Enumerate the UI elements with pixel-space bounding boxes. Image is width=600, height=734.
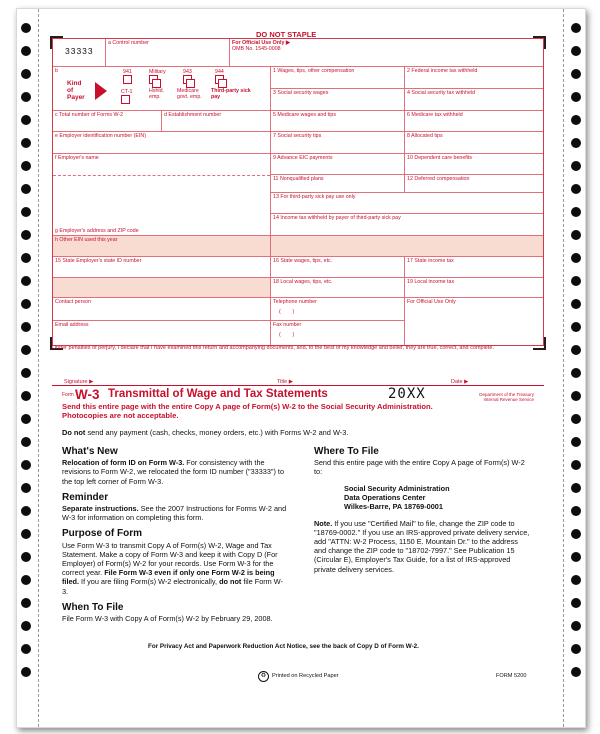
- official-use-box: [230, 39, 543, 67]
- purpose-text-2: If you are filing Form(s) W-2 electronically,: [79, 577, 220, 587]
- ein-field[interactable]: [53, 132, 271, 154]
- kind-of-payer-box: [53, 67, 271, 111]
- official-use-2-label: For Official Use Only: [407, 299, 456, 305]
- right-column: [314, 447, 532, 581]
- payer-941: [123, 69, 132, 86]
- note-para: [314, 519, 532, 574]
- state-label: 15 State Employer's state ID number: [55, 258, 142, 264]
- ssa-address: [344, 484, 532, 511]
- no-payment-text: send any payment (cash, checks, money orders, etc.) with Forms W-2 and W-3.: [85, 428, 349, 437]
- box-6-label: 6 Medicare tax withheld: [407, 112, 463, 118]
- reminder-para: [62, 504, 288, 522]
- box-3-label: 3 Social security wages: [273, 90, 329, 96]
- label-thirdparty: Third-party sick pay: [211, 88, 251, 100]
- w3-form-grid: [52, 38, 544, 346]
- box-2[interactable]: [405, 67, 543, 89]
- whats-new-text: For consistency with the revisions to Form W-2, we relocated the form ID number ("33333") to the top left corner of Form W-3.: [62, 458, 285, 486]
- send-instructions: [62, 402, 532, 420]
- signature-line: [52, 385, 544, 386]
- box-18[interactable]: [271, 278, 405, 298]
- payer-medicare: [177, 89, 211, 100]
- reminder-text: See the 2007 Instructions for Forms W-2 and W-3 for information on completing this form.: [62, 504, 287, 523]
- payer-word: Payer: [67, 94, 85, 101]
- purpose-bold: File Form W-3 even if only one Form W-2 is being filed.: [62, 568, 275, 587]
- where-heading: Where To File: [314, 446, 379, 457]
- left-column: [62, 447, 288, 630]
- whats-new-heading: What's New: [62, 446, 118, 457]
- photocopies-line: Photocopies are not acceptable.: [62, 411, 179, 420]
- signature-label[interactable]: Signature ▶: [64, 379, 94, 385]
- note-bold: Note.: [314, 518, 333, 528]
- of-word: of: [67, 87, 74, 94]
- left-perforation: [38, 9, 39, 727]
- box-5[interactable]: [271, 111, 405, 132]
- label-941: 941: [123, 69, 132, 75]
- control-number-label: a Control number: [108, 40, 149, 46]
- box-3[interactable]: [271, 89, 405, 111]
- payer-ct1: [121, 89, 132, 106]
- when-heading: When To File: [62, 601, 124, 613]
- label-943: 943: [183, 69, 192, 75]
- box-17-label: 17 State income tax: [407, 258, 454, 264]
- checkbox-ct1[interactable]: [121, 95, 130, 104]
- checkbox-hshld[interactable]: [152, 79, 161, 88]
- f-label: f Employer's name: [55, 155, 99, 161]
- purpose-text-1: Use Form W-3 to transmit Copy A of Form(s) W-2, Wage and Tax Statement. Make a copy of Form W-3 and keep it with Copy D (For Employer) of Form(s) W-2 for your records. Use Form W-3 for the correct year.: [62, 540, 278, 578]
- omb-number: OMB No. 1545-0008: [232, 46, 281, 52]
- fax-label: Fax number: [273, 322, 302, 328]
- box-9[interactable]: [271, 154, 405, 175]
- whats-new-bold: Relocation of form ID on Form W-3.: [62, 458, 185, 468]
- email-field[interactable]: [53, 321, 271, 345]
- shaded-state-area: [53, 278, 271, 298]
- label-hshld: Hshld. emp.: [149, 88, 165, 100]
- box-1[interactable]: [271, 67, 405, 89]
- shaded-area: [271, 236, 543, 257]
- payer-thirdparty: [211, 89, 251, 100]
- checkbox-medicare[interactable]: [186, 79, 195, 88]
- label-medicare: Medicare govt. emp.: [177, 88, 202, 100]
- b-label: b: [55, 68, 58, 74]
- left-tractor-holes: [17, 23, 35, 677]
- box-16-label: 16 State wages, tips, etc.: [273, 258, 333, 264]
- employer-name-address-field[interactable]: [53, 154, 271, 236]
- box-5-label: 5 Medicare wages and tips: [273, 112, 337, 118]
- box-7[interactable]: [271, 132, 405, 154]
- purpose-text-3: file Form W-3.: [62, 577, 283, 596]
- note-text: If you use "Certified Mail" to file, change the ZIP code to "18769-0002." If you use an IRS-approved private delivery service, add "ATTN: W-2 Process, 1150 E. Mountain Dr." to the address and change the ZIP code to "18702-7997." See Publication 15 (Circular E), Employer's Tax Guide, for a list of IRS-approved private delivery services.: [314, 518, 530, 574]
- box-13[interactable]: [271, 193, 543, 214]
- box-19-label: 19 Local income tax: [407, 279, 455, 285]
- right-perforation: [563, 9, 564, 727]
- dashed-divider: [53, 175, 270, 176]
- box-19[interactable]: [405, 278, 543, 298]
- purpose-heading: Purpose of Form: [62, 528, 143, 540]
- box-12-label: 12 Deferred compensation: [407, 176, 470, 182]
- box-14[interactable]: [271, 214, 543, 236]
- c-label: c Total number of Forms W-2: [55, 112, 124, 118]
- right-tractor-holes: [567, 23, 585, 677]
- g-label: g Employer's address and ZIP code: [55, 228, 139, 234]
- arrow-icon: [95, 82, 107, 100]
- address-line-2: Data Operations Center: [344, 492, 426, 502]
- box-10-label: 10 Dependent care benefits: [407, 155, 473, 161]
- checkbox-thirdparty[interactable]: [218, 79, 227, 88]
- payer-hshld: [149, 89, 171, 100]
- form-word: Form: [62, 392, 74, 398]
- box-2-label: 2 Federal income tax withheld: [407, 68, 478, 74]
- contact-label: Contact person: [55, 299, 91, 305]
- box-8-label: 8 Allocated tips: [407, 133, 443, 139]
- box-18-label: 18 Local wages, tips, etc.: [273, 279, 333, 285]
- dept-label: Department of the Treasury: [479, 392, 534, 397]
- do-not-word: Do not: [62, 428, 86, 437]
- box-4-label: 4 Social security tax withheld: [407, 90, 476, 96]
- form-year: 20XX: [388, 386, 426, 402]
- box-10[interactable]: [405, 154, 543, 175]
- control-id-box: [53, 39, 106, 67]
- form-number: FORM 5200: [496, 673, 527, 679]
- form-id: W-3: [75, 387, 100, 402]
- title-label[interactable]: Title ▶: [277, 379, 293, 385]
- address-line-1: Social Security Administration: [344, 483, 450, 493]
- email-label: Email address: [55, 322, 89, 328]
- box-13-label: 13 For third-party sick pay use only: [273, 194, 356, 200]
- official-use-label: For Official Use Only ▶: [232, 40, 290, 46]
- purpose-para: [62, 541, 288, 596]
- privacy-notice: For Privacy Act and Paperwork Reduction Act Notice, see the back of Copy D of Form W-2.: [148, 643, 419, 650]
- state-field[interactable]: [53, 257, 271, 278]
- perjury-statement: Under penalties of perjury, I declare that I have examined this return and accompanying documents, and, to the best of my knowledge and belief, they are true, correct, and complete.: [52, 345, 494, 351]
- other-ein-field[interactable]: [53, 236, 271, 257]
- reminder-bold: Separate instructions.: [62, 504, 139, 514]
- reminder-heading: Reminder: [62, 491, 109, 503]
- box-8[interactable]: [405, 132, 543, 154]
- telephone-field[interactable]: Telephone number ( ): [271, 298, 405, 321]
- box-4[interactable]: [405, 89, 543, 111]
- box-17[interactable]: [405, 257, 543, 278]
- address-line-3: Wilkes-Barre, PA 18769-0001: [344, 501, 443, 511]
- label-ct1: CT-1: [121, 89, 133, 95]
- box-16[interactable]: [271, 257, 405, 278]
- send-line: Send this entire page with the entire Copy A page of Form(s) W-2 to the Social Security Administration.: [62, 402, 433, 411]
- fax-field[interactable]: Fax number ( ): [271, 321, 405, 345]
- where-para: Send this entire page with the entire Copy A page of Form(s) W-2 to:: [314, 458, 525, 477]
- recycled-label: Printed on Recycled Paper: [272, 673, 339, 679]
- do-not-staple: DO NOT STAPLE: [256, 30, 317, 39]
- control-number-field[interactable]: [106, 39, 230, 67]
- irs-label: Internal Revenue Service: [483, 397, 534, 402]
- kind-word: Kind: [67, 80, 82, 87]
- box-6[interactable]: [405, 111, 543, 132]
- total-forms-field[interactable]: [53, 111, 162, 132]
- label-944: 944: [215, 69, 224, 75]
- contact-person-field[interactable]: [53, 298, 271, 321]
- recycle-icon: ♻: [258, 671, 269, 682]
- d-label: d Establishment number: [164, 112, 222, 118]
- date-label[interactable]: Date ▶: [451, 379, 469, 385]
- box-9-label: 9 Advance EIC payments: [273, 155, 333, 161]
- box-12[interactable]: [405, 175, 543, 193]
- box-1-label: 1 Wages, tips, other compensation: [273, 68, 355, 74]
- box-7-label: 7 Social security tips: [273, 133, 322, 139]
- checkbox-941[interactable]: [123, 75, 132, 84]
- purpose-bold-2: do not: [219, 577, 242, 587]
- dept-block: [454, 392, 534, 402]
- no-payment-line: [62, 428, 348, 437]
- box-14-label: 14 Income tax withheld by payer of third-party sick pay: [273, 215, 401, 221]
- when-para: File Form W-3 with Copy A of Form(s) W-2 by February 29, 2008.: [62, 614, 273, 624]
- box-11[interactable]: [271, 175, 405, 193]
- phone-label: Telephone number: [273, 299, 317, 305]
- establishment-field[interactable]: [162, 111, 271, 132]
- h-label: h Other EIN used this year: [55, 237, 118, 243]
- box-11-label: 11 Nonqualified plans: [273, 176, 324, 182]
- official-use-box-2: [405, 298, 543, 345]
- form-title: Transmittal of Wage and Tax Statements: [108, 388, 328, 400]
- kind-of-payer-label: [67, 80, 85, 101]
- label-military: Military: [149, 69, 166, 75]
- e-label: e Employer identification number (EIN): [55, 133, 146, 139]
- control-id: 33333: [65, 46, 94, 56]
- whats-new-para: [62, 458, 288, 486]
